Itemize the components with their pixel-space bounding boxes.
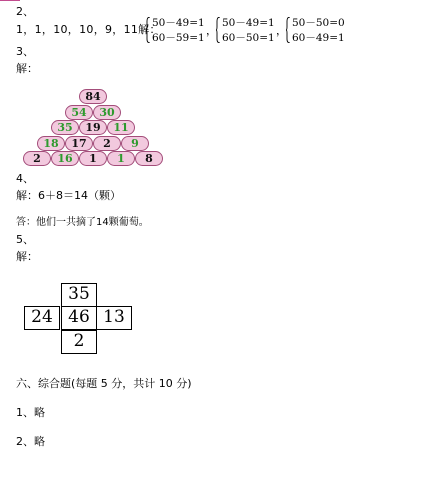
pyramid-cell-r4-c1: 18 xyxy=(37,136,65,151)
pyramid-cell-r2-c1: 54 xyxy=(65,105,93,120)
section-6-title: 六、综合题(每题 5 分，共计 10 分) xyxy=(16,377,192,390)
q2-separator-2: ， xyxy=(276,24,287,37)
q5-solution-label: 解： xyxy=(16,250,38,263)
section-6-item-1: 1、略 xyxy=(16,406,45,419)
pyramid-cell-r4-c3: 2 xyxy=(93,136,121,151)
pyramid-cell-r1-c1: 84 xyxy=(79,89,107,104)
q2-pair-2-bottom: 60－50=1 xyxy=(222,32,275,44)
pyramid-cell-r5-c2: 16 xyxy=(51,151,79,166)
pyramid-cell-r3-c1: 35 xyxy=(51,120,79,135)
pyramid-cell-r4-c4: 9 xyxy=(121,136,149,151)
cross-cell-top: 35 xyxy=(61,283,97,307)
q2-pair-1-bottom: 60－59=1 xyxy=(152,32,205,44)
q2-separator-1: ， xyxy=(206,24,217,37)
q3-solution-label: 解： xyxy=(16,62,38,75)
q2-answer-text: 1，1，10，10，9，11解： xyxy=(16,23,161,36)
pyramid-cell-r5-c1: 2 xyxy=(23,151,51,166)
pyramid-cell-r3-c3: 11 xyxy=(107,120,135,135)
q2-pair-1-top: 50－49=1 xyxy=(152,17,205,29)
pyramid-cell-r3-c2: 19 xyxy=(79,120,107,135)
pyramid-cell-r4-c2: 17 xyxy=(65,136,93,151)
pyramid-cell-r5-c4: 1 xyxy=(107,151,135,166)
pyramid-cell-r5-c3: 1 xyxy=(79,151,107,166)
q2-pair-3-top: 50－50=0 xyxy=(292,17,345,29)
pyramid-cell-r5-c5: 8 xyxy=(135,151,163,166)
q4-solution: 解：6＋8＝14（颗） xyxy=(16,189,121,202)
q5-number: 5、 xyxy=(16,233,34,246)
q2-number: 2、 xyxy=(16,5,34,18)
pyramid-cell-r2-c2: 30 xyxy=(93,105,121,120)
section-6-item-2: 2、略 xyxy=(16,435,45,448)
q2-pair-3-bottom: 60－49=1 xyxy=(292,32,345,44)
q4-number: 4、 xyxy=(16,172,34,185)
cross-cell-bottom: 2 xyxy=(61,330,97,354)
q4-answer: 答：他们一共摘了14颗葡萄。 xyxy=(16,217,149,228)
q3-number: 3、 xyxy=(16,45,34,58)
q2-pair-2-top: 50－49=1 xyxy=(222,17,275,29)
cross-cell-right: 13 xyxy=(96,306,132,330)
cross-cell-left: 24 xyxy=(24,306,60,330)
cross-cell-center: 46 xyxy=(61,306,97,330)
